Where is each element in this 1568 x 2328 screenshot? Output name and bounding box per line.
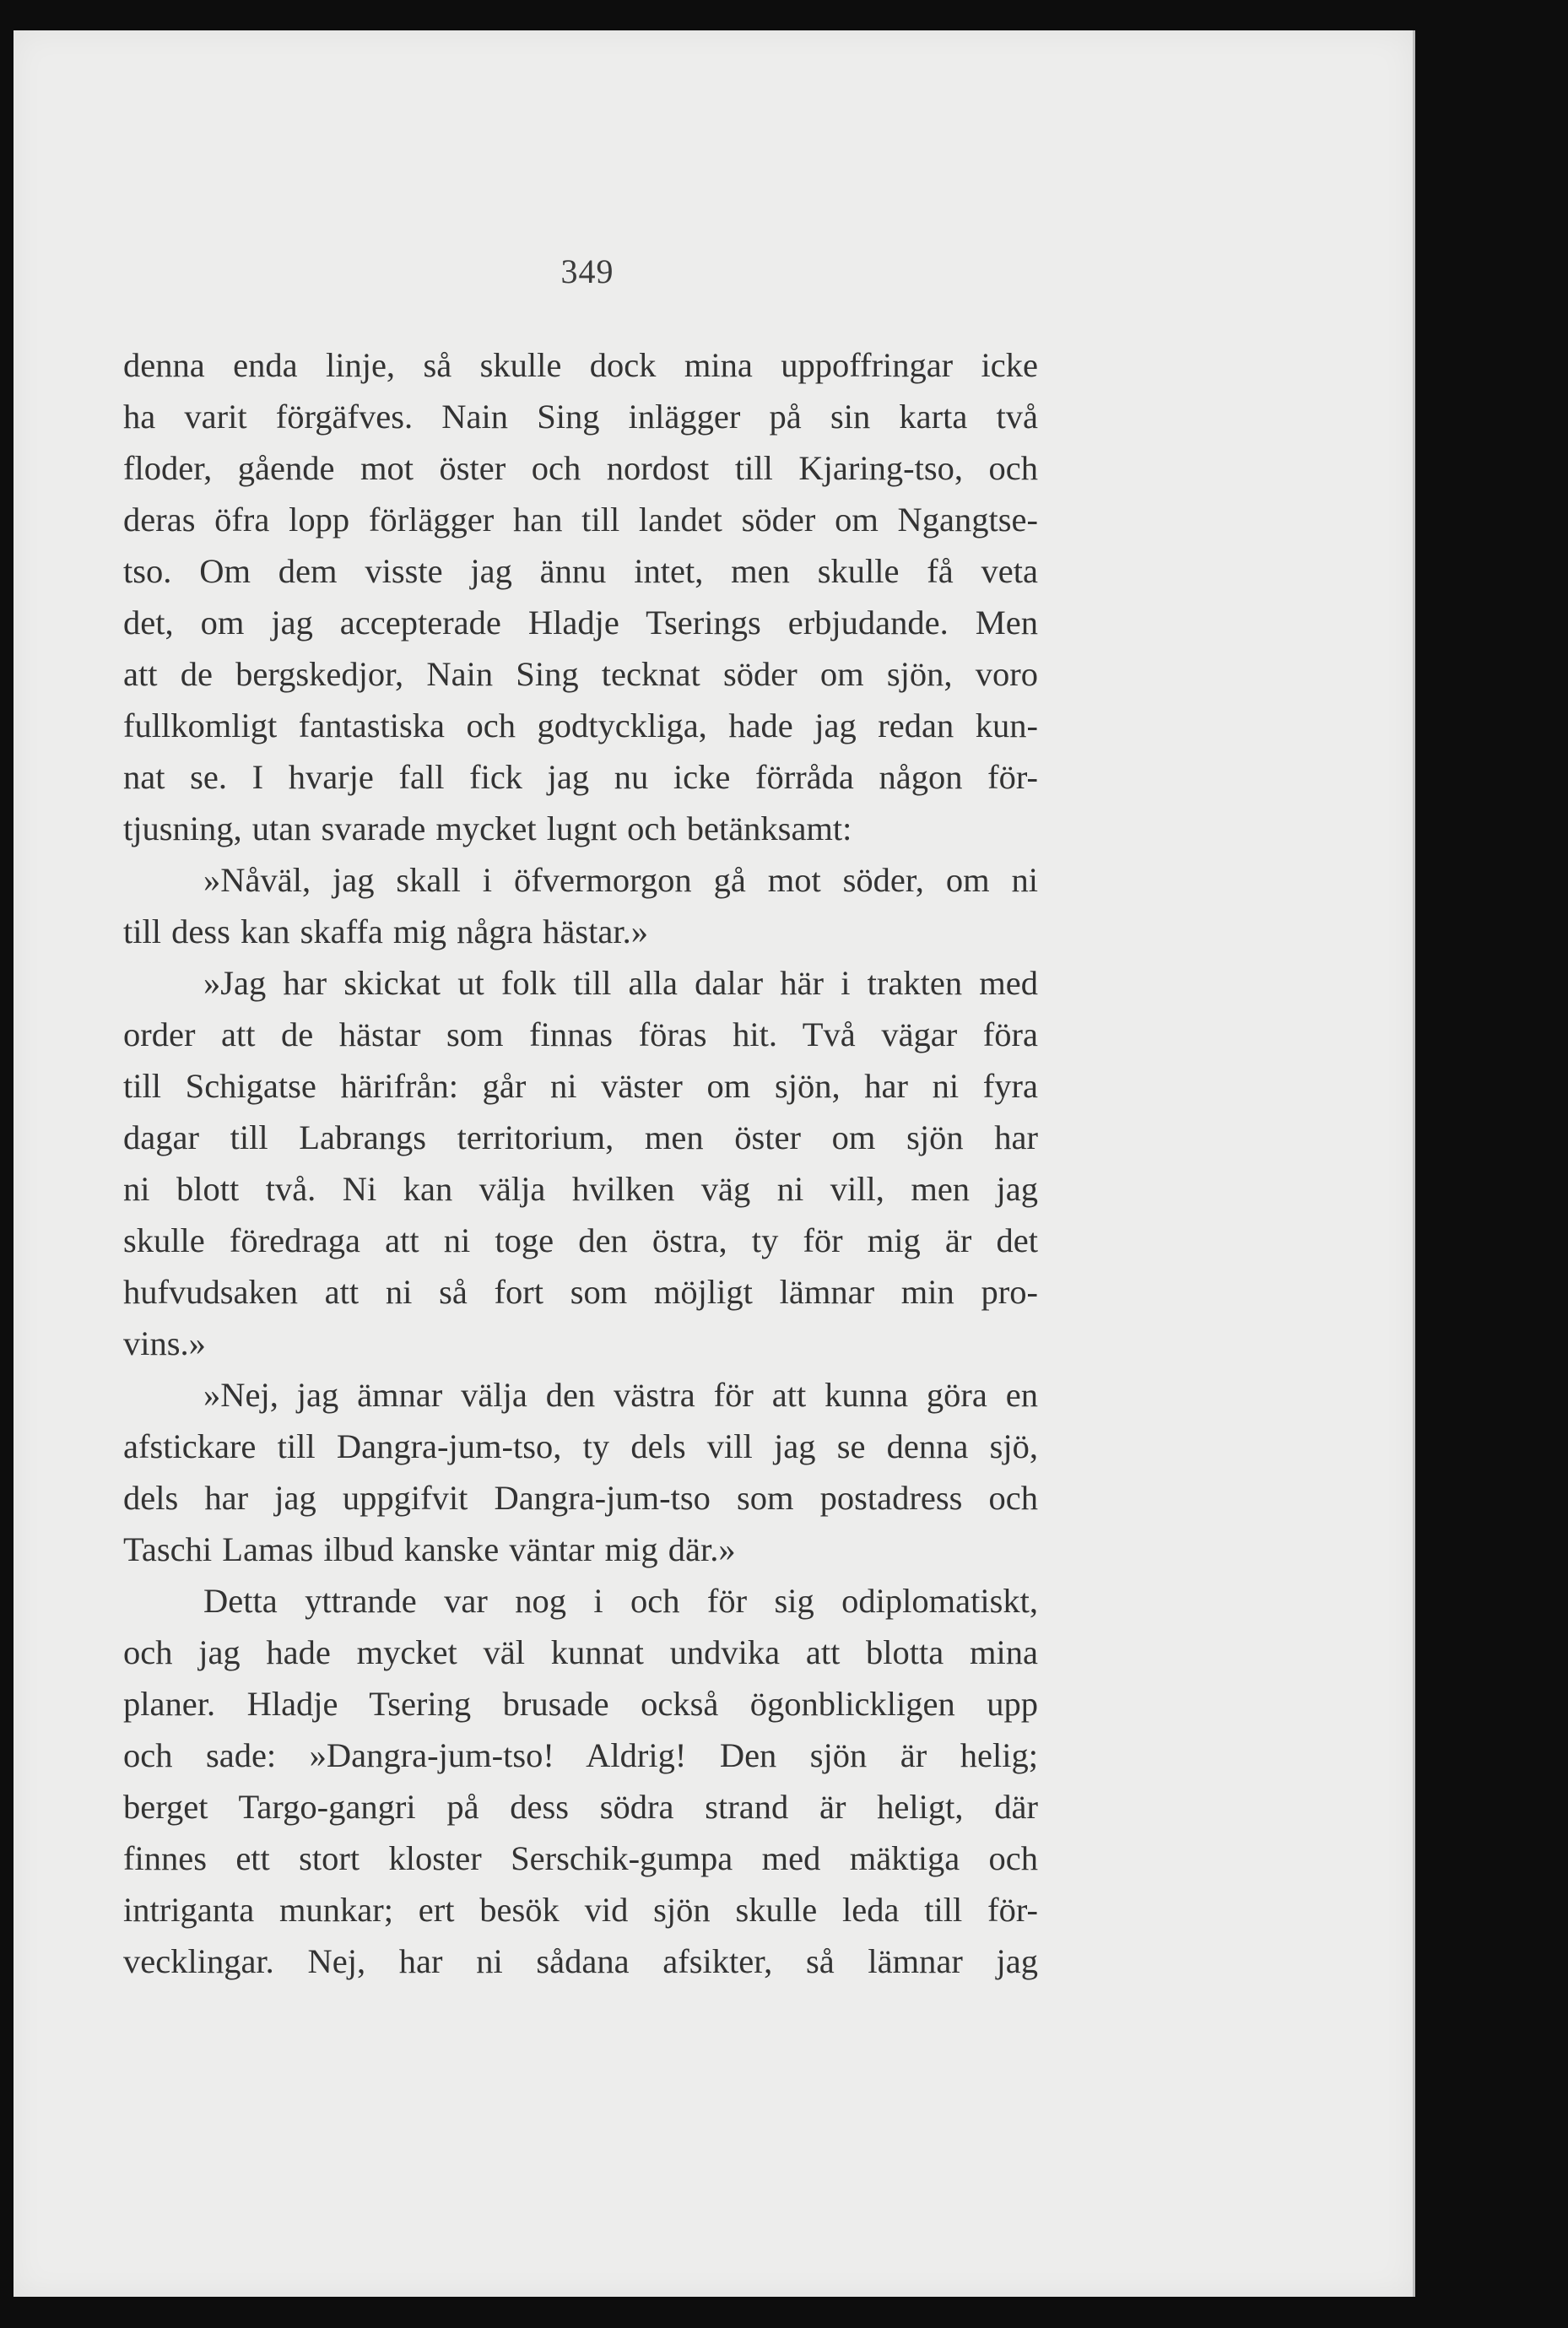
- text-line: det, om jag accepterade Hladje Tserings erbjudande. Men: [123, 604, 1038, 642]
- text-line: denna enda linje, så skulle dock mina uppoffringar icke: [123, 346, 1038, 384]
- text-line: ha varit förgäfves. Nain Sing inlägger på sin karta två: [123, 398, 1038, 436]
- text-line: finnes ett stort kloster Serschik-gumpa med mäktiga och: [123, 1839, 1038, 1877]
- text-line: planer. Hladje Tsering brusade också ögonblickligen upp: [123, 1685, 1038, 1723]
- text-line: ni blott två. Ni kan välja hvilken väg ni vill, men jag: [123, 1170, 1038, 1208]
- text-line: och jag hade mycket väl kunnat undvika att blotta mina: [123, 1633, 1038, 1671]
- text-line: order att de hästar som finnas föras hit. Två vägar föra: [123, 1015, 1038, 1053]
- page-number: 349: [560, 252, 614, 290]
- text-line: dagar till Labrangs territorium, men öster om sjön har: [123, 1118, 1038, 1156]
- text-line: afstickare till Dangra-jum-tso, ty dels vill jag se denna sjö,: [123, 1427, 1038, 1465]
- text-line: fullkomligt fantastiska och godtyckliga, hade jag redan kun-: [123, 707, 1038, 744]
- text-line: vins.»: [123, 1324, 206, 1362]
- text-line: deras öfra lopp förlägger han till landet söder om Ngangtse-: [123, 501, 1038, 539]
- text-line: att de bergskedjor, Nain Sing tecknat söder om sjön, voro: [123, 655, 1038, 693]
- text-line: hufvudsaken att ni så fort som möjligt lämnar min pro-: [123, 1273, 1038, 1311]
- text-line: nat se. I hvarje fall fick jag nu icke förråda någon för-: [123, 758, 1038, 796]
- body-text: [123, 339, 1038, 1987]
- text-line: Taschi Lamas ilbud kanske väntar mig där.»: [123, 1530, 736, 1568]
- text-line: intriganta munkar; ert besök vid sjön skulle leda till för-: [123, 1891, 1038, 1929]
- text-line: tjusning, utan svarade mycket lugnt och betänksamt:: [123, 809, 852, 847]
- text-line: skulle föredraga att ni toge den östra, ty för mig är det: [123, 1221, 1038, 1259]
- text-line: »Nåväl, jag skall i öfvermorgon gå mot söder, om ni: [203, 861, 1038, 899]
- text-line: vecklingar. Nej, har ni sådana afsikter, så lämnar jag: [123, 1942, 1038, 1980]
- text-line: till dess kan skaffa mig några hästar.»: [123, 912, 648, 950]
- text-line: Detta yttrande var nog i och för sig odiplomatiskt,: [203, 1582, 1038, 1620]
- book-page: [14, 30, 1415, 2297]
- text-line: tso. Om dem visste jag ännu intet, men skulle få veta: [123, 552, 1038, 590]
- text-line: floder, gående mot öster och nordost till Kjaring-tso, och: [123, 449, 1038, 487]
- text-line: och sade: »Dangra-jum-tso! Aldrig! Den sjön är helig;: [123, 1736, 1038, 1774]
- text-line: »Jag har skickat ut folk till alla dalar här i trakten med: [203, 964, 1038, 1002]
- text-line: till Schigatse härifrån: går ni väster om sjön, har ni fyra: [123, 1067, 1038, 1105]
- text-line: dels har jag uppgifvit Dangra-jum-tso som postadress och: [123, 1479, 1038, 1517]
- text-line: berget Targo-gangri på dess södra strand är heligt, där: [123, 1788, 1038, 1826]
- text-line: »Nej, jag ämnar välja den västra för att kunna göra en: [203, 1376, 1038, 1414]
